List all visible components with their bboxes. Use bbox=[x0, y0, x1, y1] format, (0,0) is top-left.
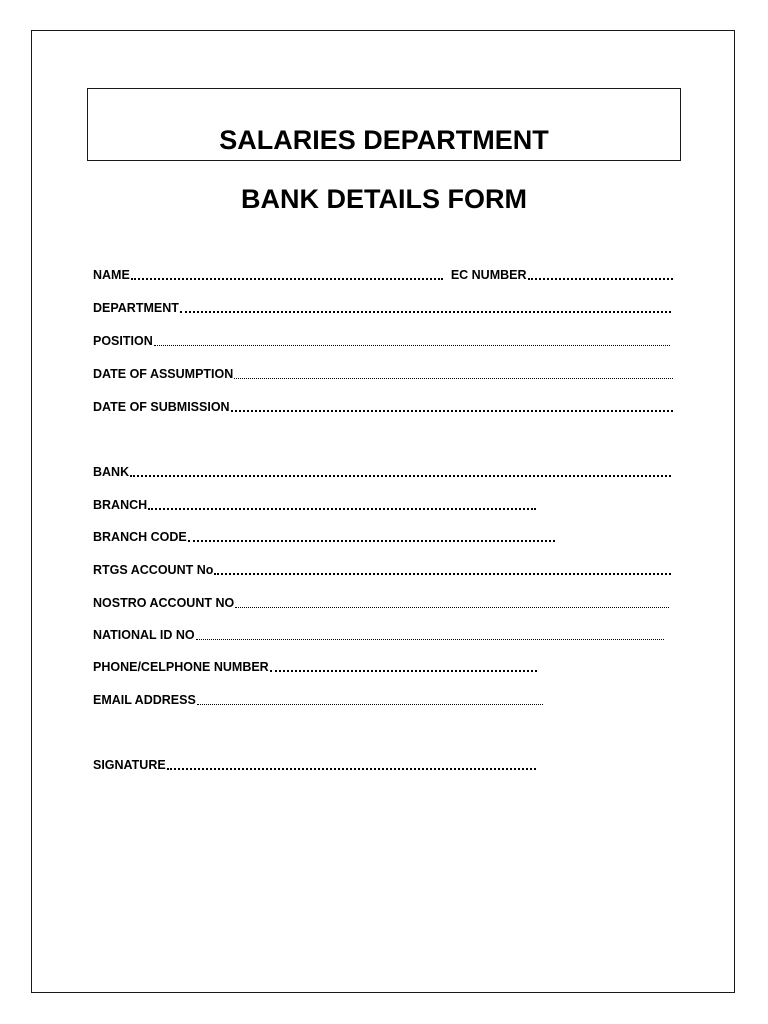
branch-field[interactable] bbox=[148, 508, 536, 510]
position-label: POSITION bbox=[93, 334, 153, 348]
rtgs-account-field[interactable] bbox=[214, 573, 671, 575]
nostro-account-row bbox=[93, 593, 669, 611]
department-row bbox=[93, 298, 671, 316]
national-id-field[interactable] bbox=[196, 639, 664, 640]
phone-label: PHONE/CELPHONE NUMBER bbox=[93, 660, 269, 674]
phone-field[interactable] bbox=[270, 670, 537, 672]
date-of-assumption-label: DATE OF ASSUMPTION bbox=[93, 367, 234, 381]
name-ec-row bbox=[93, 265, 673, 283]
branch-code-row bbox=[93, 527, 555, 545]
nostro-account-label: NOSTRO ACCOUNT NO bbox=[93, 596, 235, 610]
ec-number-field[interactable] bbox=[528, 278, 673, 280]
email-row bbox=[93, 690, 543, 708]
nostro-account-field[interactable] bbox=[235, 607, 669, 608]
phone-row bbox=[93, 657, 537, 675]
bank-label: BANK bbox=[93, 465, 130, 479]
department-field[interactable] bbox=[180, 311, 671, 313]
position-field[interactable] bbox=[154, 345, 670, 346]
page-title: SALARIES DEPARTMENT bbox=[219, 125, 549, 155]
branch-code-label: BRANCH CODE bbox=[93, 530, 187, 544]
date-of-assumption-field[interactable] bbox=[234, 378, 673, 379]
national-id-label: NATIONAL ID NO bbox=[93, 628, 195, 642]
name-field[interactable] bbox=[131, 278, 443, 280]
bank-field[interactable] bbox=[130, 475, 671, 477]
date-of-submission-row bbox=[93, 397, 673, 415]
signature-row bbox=[93, 755, 536, 773]
name-label: NAME bbox=[93, 268, 130, 282]
ec-number-label: EC NUMBER bbox=[450, 268, 527, 282]
branch-row bbox=[93, 495, 536, 513]
rtgs-account-row bbox=[93, 560, 671, 578]
bank-row bbox=[93, 462, 671, 480]
date-of-submission-field[interactable] bbox=[231, 410, 673, 412]
date-of-submission-label: DATE OF SUBMISSION bbox=[93, 400, 230, 414]
signature-field[interactable] bbox=[167, 768, 536, 770]
email-field[interactable] bbox=[197, 704, 543, 705]
position-row bbox=[93, 331, 670, 349]
department-label: DEPARTMENT bbox=[93, 301, 179, 315]
signature-label: SIGNATURE bbox=[93, 758, 166, 772]
national-id-row bbox=[93, 625, 664, 643]
branch-label: BRANCH bbox=[93, 498, 148, 512]
rtgs-account-label: RTGS ACCOUNT No bbox=[93, 563, 214, 577]
date-of-assumption-row bbox=[93, 364, 673, 382]
email-label: EMAIL ADDRESS bbox=[93, 693, 196, 707]
branch-code-field[interactable] bbox=[188, 540, 555, 542]
form-title: BANK DETAILS FORM bbox=[241, 184, 527, 214]
